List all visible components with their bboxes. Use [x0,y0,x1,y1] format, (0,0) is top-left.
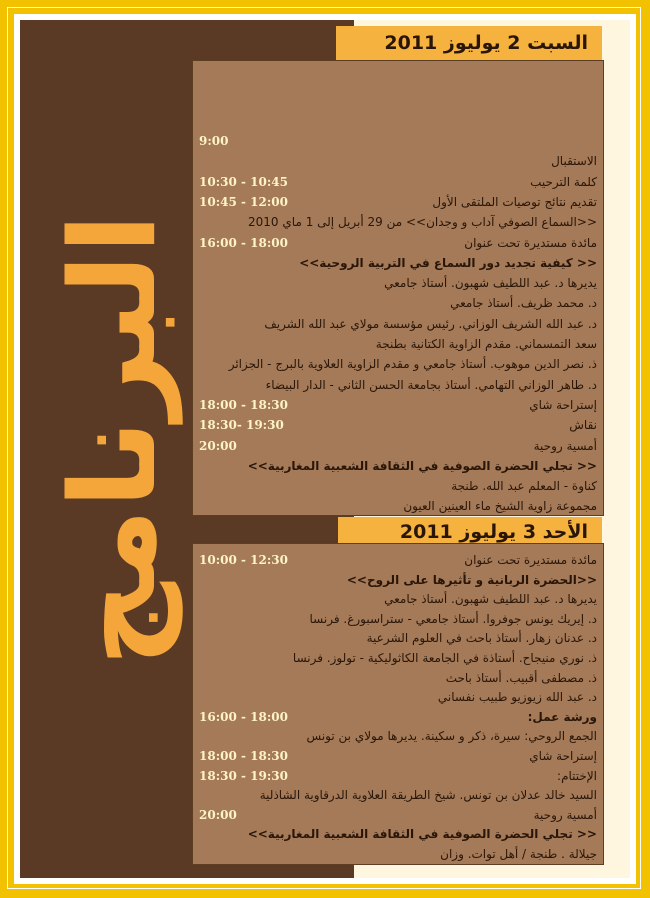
schedule-item-time: 10:30 - 10:45 [199,174,288,189]
vertical-program-title [38,160,188,720]
schedule-item-text: إستراحة شاي [529,397,597,412]
schedule-item-time: 16:00 - 18:00 [199,709,288,724]
schedule-row [199,255,597,277]
schedule-item-text: د. عبد الله زيوزيو طبيب نفساني [437,690,597,705]
schedule-item-text: << تجلي الحضرة الصوفية في الثقافة الشعبية المغاربية>> [247,827,597,842]
schedule-row [199,356,597,378]
poster [20,20,630,878]
schedule-row [199,846,597,868]
schedule-item-text: أمسية روحية [533,438,597,453]
schedule-item-text: ذ. نوري منيجاح. أستاذة في الجامعة الكاثوليكية - تولوز. فرنسا [292,651,597,665]
day1-schedule-panel [192,60,604,516]
schedule-row [199,377,597,399]
schedule-item-time: 20:00 [199,807,237,822]
schedule-item-time: 18:00 - 18:30 [199,397,288,412]
schedule-item-text: مجموعة زاوية الشيخ ماء العينين العيون [403,499,597,514]
schedule-item-text: << كيفية تجديد دور السماع في التربية الروحية>> [299,255,597,270]
schedule-item-time: 20:00 [199,438,237,453]
schedule-item-text: يديرها د. عبد اللطيف شهبون. أستاذ جامعي [384,276,597,291]
schedule-item-text: يديرها د. عبد اللطيف شهبون. أستاذ جامعي [384,592,597,607]
schedule-item-text: ذ. مصطفى أقبيب. أستاذ باحث [445,670,597,685]
schedule-item-text: السيد خالد عدلان بن تونس. شيخ الطريقة العلاوية الدرقاوية الشاذلية [259,788,597,803]
schedule-item-text: د. عدنان زهار. أستاذ باحث في العلوم الشرعية [366,631,597,646]
schedule-item-text: <<السماع الصوفي آداب و وجدان>> من 29 أبريل إلى 1 ماي 2010 [248,215,597,230]
schedule-item-time: 18:30 - 19:30 [199,768,288,783]
schedule-item-time: 16:00 - 18:00 [199,235,288,250]
schedule-row [199,316,597,338]
schedule-item-time: 18:00 - 18:30 [199,749,288,763]
schedule-item-text: تقديم نتائج توصيات الملتقى الأول [432,194,597,209]
schedule-item-text: الإختتام: [557,768,597,783]
vertical-title-text: البرنامج [44,213,182,667]
schedule-item-text: ورشة عمل: [527,709,597,724]
schedule-item-text: د. محمد ظريف. أستاذ جامعي [450,296,597,311]
schedule-item-text: الجمع الروحي: سيرة، ذكر و سكينة. يديرها مولاي بن تونس [306,729,597,744]
schedule-row [199,235,597,257]
schedule-row [199,275,597,297]
schedule-row [199,153,597,175]
schedule-row [199,133,597,155]
schedule-item-text: كلمة الترحيب [530,174,597,189]
schedule-row [199,397,597,419]
schedule-item-text: أمسية روحية [533,807,597,822]
schedule-item-time: 10:00 - 12:30 [199,553,288,567]
day1-heading: السبت 2 يوليوز 2011 [336,26,602,60]
schedule-row [199,478,597,500]
schedule-item-text: د. طاهر الوزاني التهامي. أستاذ بجامعة الحسن الثاني - الدار البيضاء [265,377,597,392]
schedule-item-text: << تجلي الحضرة الصوفية في الثقافة الشعبية المغاربية>> [247,458,597,473]
schedule-item-text: د. عبد الله الشريف الوزاني. رئيس مؤسسة مولاي عبد الله الشريف [264,316,597,331]
light-strip-edge [602,20,630,878]
schedule-row [199,458,597,480]
schedule-item-text: ذ. نصر الدين موهوب. أستاذ جامعي و مقدم الزاوية العلاوية بالبرج - الجزائر [228,357,597,372]
schedule-row [199,438,597,460]
schedule-item-text: سعد التمسماني. مقدم الزاوية الكتانية بطنجة [375,337,597,351]
schedule-row [199,295,597,317]
schedule-item-time: 9:00 [199,134,229,148]
day2-heading: الأحد 3 يوليوز 2011 [338,517,602,547]
schedule-row [199,174,597,196]
schedule-row [199,417,597,439]
schedule-row [199,336,597,358]
schedule-item-text: مائدة مستديرة تحت عنوان [464,235,597,250]
schedule-item-text: مائدة مستديرة تحت عنوان [464,553,597,567]
schedule-item-text: الاستقبال [551,154,597,169]
schedule-item-text: إستراحة شاي [529,749,597,763]
schedule-item-time: 10:45 - 12:00 [199,194,288,209]
day2-schedule-panel [192,543,604,865]
schedule-item-text: كناوة - المعلم عبد الله. طنجة [451,479,597,494]
schedule-row [199,214,597,236]
schedule-item-text: د. إيريك يونس جوفروا. أستاذ جامعي - ستراسبورغ. فرنسا [309,611,597,626]
schedule-item-text: <<الحضرة الربانية و تأثيرها على الروح>> [346,572,597,587]
schedule-item-text: جيلالة . طنجة / أهل توات. وزان [440,847,597,861]
schedule-item-time: 18:30- 19:30 [199,418,284,433]
schedule-item-text: نقاش [569,418,597,433]
schedule-row [199,194,597,216]
